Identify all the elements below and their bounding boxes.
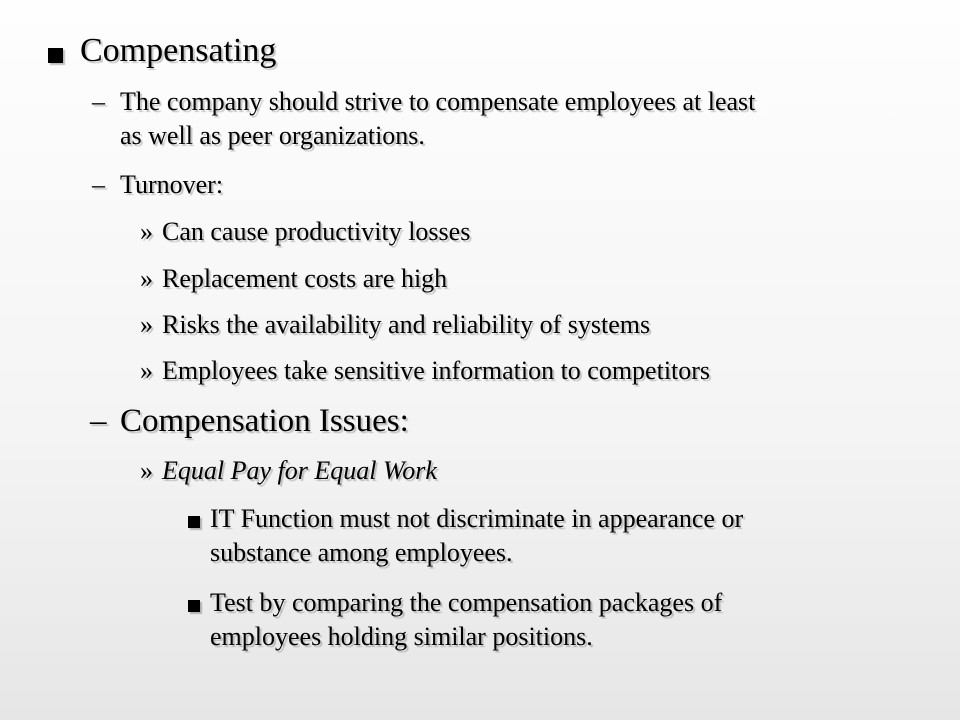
sub-point-line1: IT Function must not discriminate in appearance or xyxy=(210,504,744,533)
dash-bullet: – xyxy=(90,403,107,439)
turnover-item: Employees take sensitive information to competitors xyxy=(162,356,711,385)
sub-point-line2: employees holding similar positions. xyxy=(210,622,593,651)
turnover-label: Turnover: xyxy=(120,170,224,199)
dash-bullet: – xyxy=(92,170,105,199)
chevron-bullet: » xyxy=(140,456,153,485)
slide-heading: Compensating xyxy=(80,32,277,69)
turnover-item: Risks the availability and reliability of systems xyxy=(162,310,651,339)
square-bullet-icon xyxy=(48,46,63,64)
sub-point-line1: Test by comparing the compensation packages of xyxy=(210,588,723,617)
square-bullet-icon xyxy=(188,513,200,531)
turnover-item: Can cause productivity losses xyxy=(162,217,471,246)
chevron-bullet: » xyxy=(140,217,153,246)
issues-heading: Compensation Issues: xyxy=(120,403,409,439)
dash-bullet: – xyxy=(92,87,105,116)
turnover-item: Replacement costs are high xyxy=(162,264,448,293)
equal-pay-item: Equal Pay for Equal Work xyxy=(162,456,437,485)
point-text-line2: as well as peer organizations. xyxy=(120,121,425,150)
square-bullet-icon xyxy=(188,597,200,615)
sub-point-line2: substance among employees. xyxy=(210,538,513,567)
chevron-bullet: » xyxy=(140,264,153,293)
point-text-line1: The company should strive to compensate employees at least xyxy=(120,87,756,116)
chevron-bullet: » xyxy=(140,310,153,339)
chevron-bullet: » xyxy=(140,356,153,385)
